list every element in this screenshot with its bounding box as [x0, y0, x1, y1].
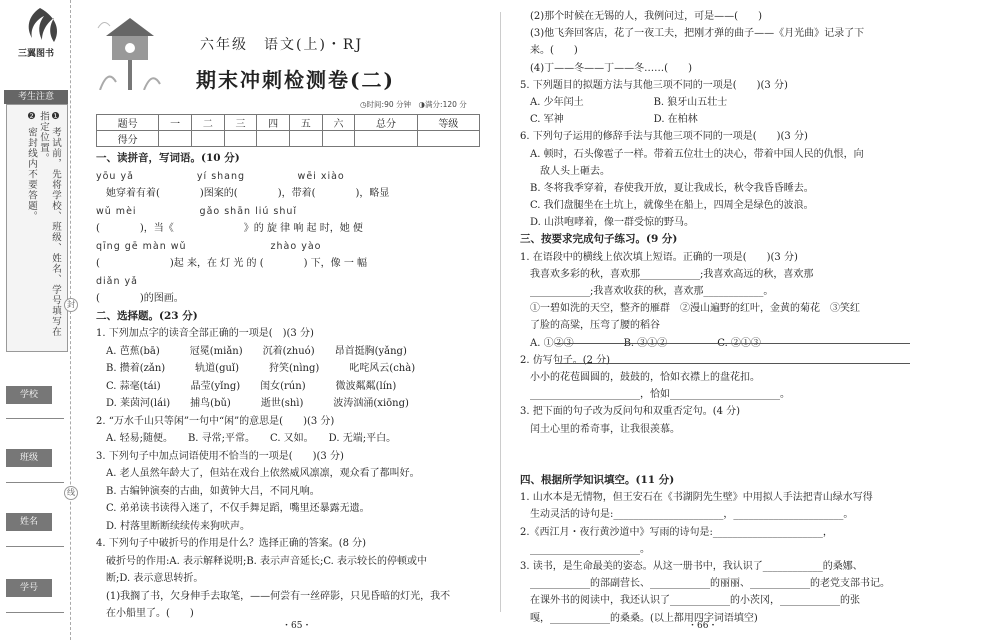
- binding-gutter: [0, 0, 75, 640]
- question-line: A. 顿时，石头像雹子一样。带着五位壮士的决心，带着中国人民的仇恨，向: [520, 148, 864, 160]
- pinyin-line: diǎn yǎ: [96, 275, 138, 287]
- question-line: (1)我搁了书，欠身伸手去取笔，——何尝有一丝碎影，只见昏暗的灯光，我不: [96, 590, 451, 602]
- school-label: 学校: [6, 386, 52, 404]
- table-row: [97, 115, 480, 131]
- question-line: A. 芭蕉(bā) 冠冕(miǎn) 沉着(zhuó) 昂首挺胸(yǎng): [96, 345, 407, 357]
- question-line: 破折号的作用:A. 表示解释说明;B. 表示声音延长;C. 表示较长的停顿或中: [96, 555, 428, 567]
- question-line: [520, 438, 990, 455]
- question-line: [520, 455, 990, 472]
- class-label: 班级: [6, 449, 52, 467]
- right-page-body: [520, 8, 990, 627]
- question-line: 在小船里了。( ): [96, 608, 194, 619]
- question-line: (4)丁——冬——丁——冬……( ): [520, 62, 692, 74]
- score-input-cell[interactable]: [322, 131, 355, 147]
- page-number-right: ・66・: [688, 621, 718, 631]
- question-line: 敌人头上砸去。: [520, 165, 610, 177]
- page-number-left: ・65・: [282, 621, 312, 631]
- question-line: A. 少年闰土 B. 狼牙山五壮士: [520, 96, 728, 108]
- notice-title: 考生注意: [4, 90, 68, 104]
- flame-logo-icon: [18, 6, 62, 46]
- answer-line[interactable]: [555, 343, 910, 344]
- question-line: A. 老人虽然年龄大了，但站在戏台上依然威风凛凛，观众看了都叫好。: [96, 468, 420, 479]
- question-line: 生动灵活的诗句是:______________________，______________________。: [520, 509, 854, 521]
- question-line: ____________的部副营长、____________的丽丽、____________的老党支部书记。: [520, 578, 890, 590]
- score-table: [96, 114, 480, 147]
- section-heading: 三、按要求完成句子练习。(9 分): [520, 233, 678, 246]
- exam-meta: ◷时间:90 分钟 ◑满分:120 分: [360, 100, 467, 109]
- seal-mark: 线: [64, 486, 78, 500]
- notice-item-1: ❶ 考试前，先将学校、班级、姓名、学号填写在指定位置。: [38, 111, 61, 338]
- question-line: 了脸的高粱，压弯了腰的稻谷: [520, 320, 660, 332]
- question-line: 在课外书的阅读中，我还认识了____________的小茨冈，____________的张: [520, 595, 860, 607]
- student-id-field[interactable]: [6, 612, 64, 613]
- question-line: 她穿着有着( )图案的( )，带着( )，略显: [96, 188, 390, 199]
- table-cell: 得分: [97, 131, 159, 147]
- question-line: D. 村落里断断续续传来狗吠声。: [96, 520, 251, 532]
- question-line: ______________________，恰如______________________。: [520, 389, 790, 401]
- question-line: 6. 下列句子运用的修辞手法与其他三项不同的一项是( )(3 分): [520, 131, 808, 143]
- birdhouse-illustration: [96, 8, 164, 90]
- question-line: D. 莱茵河(lái) 捕鸟(bǔ) 逝世(shì) 波涛汹涌(xiōng): [96, 398, 409, 409]
- question-line: ( )起 来，在 灯 光 的 ( ) 下，像 一 幅: [96, 258, 368, 269]
- question-line: D. 山洪咆哮着，像一群受惊的野马。: [520, 217, 695, 229]
- table-cell: 题号: [97, 115, 159, 131]
- question-line: ①一碧如洗的天空，整齐的雁群 ②漫山遍野的红叶，金黄的菊花 ③笑红: [520, 303, 860, 315]
- left-page-body: [96, 150, 496, 623]
- score-input-cell[interactable]: [289, 131, 322, 147]
- score-input-cell[interactable]: [417, 131, 479, 147]
- table-cell: 六: [322, 115, 355, 131]
- page-divider: [500, 12, 501, 612]
- score-input-cell[interactable]: [159, 131, 192, 147]
- question-line: A. ①②③ B. ③①② C. ②①③: [520, 337, 761, 349]
- question-line: A. 轻易;随便。 B. 寻常;平常。 C. 又如。 D. 无端;平白。: [96, 433, 397, 444]
- question-line: C. 我们盘腿坐在土坑上，就像坐在船上，四周全是绿色的波浪。: [520, 200, 814, 212]
- score-input-cell[interactable]: [257, 131, 290, 147]
- question-line: C. 军神 D. 在柏林: [520, 114, 698, 126]
- question-line: ______________________。: [520, 543, 650, 555]
- table-cell: 五: [289, 115, 322, 131]
- question-line: 1. 下列加点字的读音全部正确的一项是( )(3 分): [96, 328, 314, 339]
- question-line: 断;D. 表示意思转折。: [96, 573, 204, 584]
- table-cell: 四: [257, 115, 290, 131]
- question-line: 3. 读书，是生命最美的姿态。从这一册书中，我认识了____________的桑娜、: [520, 561, 863, 572]
- question-line: 5. 下列题目的拟题方法与其他三项不同的一项是( )(3 分): [520, 79, 788, 91]
- question-line: ( )，当《 》的 旋 律 响 起 时，她 便: [96, 223, 363, 234]
- question-line: C. 蒜毫(tái) 晶莹(yǐng) 闺女(rún) 微波粼粼(lín): [96, 380, 397, 392]
- page-title: 期末冲刺检测卷(二): [196, 68, 395, 92]
- question-line: C. 弟弟读书读得入迷了，不仅手舞足蹈，嘴里还暴露无遗。: [96, 503, 370, 514]
- section-heading: 一、读拼音，写词语。(10 分): [96, 152, 240, 164]
- score-input-cell[interactable]: [192, 131, 225, 147]
- class-field[interactable]: [6, 482, 64, 483]
- name-field[interactable]: [6, 546, 64, 547]
- brand-name: 三翼图书: [17, 49, 54, 59]
- table-cell: 等级: [417, 115, 479, 131]
- question-line: 2. “万水千山只等闲”一句中“闲”的意思是( )(3 分): [96, 415, 335, 427]
- question-line: 闰土心里的希奇事，让我很羡慕。: [520, 423, 680, 435]
- table-row: [97, 131, 480, 147]
- question-line: B. 攒着(zǎn) 轨道(guǐ) 狩笑(nìng) 叱咤风云(chà): [96, 363, 416, 374]
- seal-mark: 封: [64, 298, 78, 312]
- question-line: 来。( ): [520, 45, 578, 57]
- table-cell: 一: [159, 115, 192, 131]
- question-line: 4. 下列句子中破折号的作用是什么？选择正确的答案。(8 分): [96, 538, 367, 549]
- school-field[interactable]: [6, 418, 64, 419]
- question-line: 小小的花苞圆圆的，鼓鼓的，恰如衣襟上的盘花扣。: [520, 371, 760, 383]
- question-line: (2)那个时候在无锡的人，我例问过，可是——( ): [520, 11, 762, 22]
- question-line: 2.《西江月・夜行黄沙道中》写雨的诗句是:______________________，: [520, 526, 833, 538]
- table-cell: 总分: [355, 115, 417, 131]
- score-input-cell[interactable]: [355, 131, 417, 147]
- score-input-cell[interactable]: [224, 131, 257, 147]
- section-heading: 四、根据所学知识填空。(11 分): [520, 474, 675, 487]
- table-cell: 二: [192, 115, 225, 131]
- question-line: (3)他飞奔回客店，花了一夜工夫，把刚才弹的曲子——《月光曲》记录了下: [520, 28, 865, 40]
- question-line: B. 古编钟演奏的古曲，如黄钟大吕，不同凡响。: [96, 485, 320, 497]
- question-line: 1. 山水本是无情物，但王安石在《书湖阴先生壁》中用拟人手法把青山绿水写得: [520, 492, 873, 504]
- pinyin-line: wǔ mèi gǎo shān liú shuǐ: [96, 205, 298, 217]
- pinyin-line: qīng gē màn wǔ zhào yào: [96, 240, 322, 252]
- grade-subject: 六年级 语文(上)・RJ: [200, 37, 364, 53]
- table-cell: 三: [224, 115, 257, 131]
- question-line: 1. 在语段中的横线上依次填上短语。正确的一项是( )(3 分): [520, 251, 798, 263]
- name-label: 姓名: [6, 513, 52, 531]
- answer-line[interactable]: [555, 363, 910, 364]
- question-line: 3. 下列句子中加点词语使用不恰当的一项是( )(3 分): [96, 450, 344, 462]
- question-line: 嘎，____________的桑桑。(以上都用四字词语填空): [520, 612, 758, 624]
- question-line: ( )的图画。: [96, 293, 184, 304]
- notice-item-2: ❷ 密封线内不要答题。: [26, 111, 37, 222]
- question-line: B. 冬将我季穿着，春使我开放，夏让我成长，秋令我昏昏睡去。: [520, 182, 814, 194]
- pinyin-line: yōu yǎ yí shang wēi xiào: [96, 170, 345, 182]
- section-heading: 二、选择题。(23 分): [96, 309, 198, 322]
- question-line: 3. 把下面的句子改为反问句和双重否定句。(4 分): [520, 406, 741, 418]
- seal-line: [70, 0, 71, 640]
- question-line: 2. 仿写句子。(2 分): [520, 354, 611, 366]
- question-line: 我喜欢多彩的秋，喜欢那____________;我喜欢高远的秋，喜欢那: [520, 268, 814, 280]
- student-id-label: 学号: [6, 579, 52, 597]
- question-line: ____________;我喜欢收获的秋，喜欢那____________。: [520, 286, 774, 297]
- notice-box: [6, 104, 68, 352]
